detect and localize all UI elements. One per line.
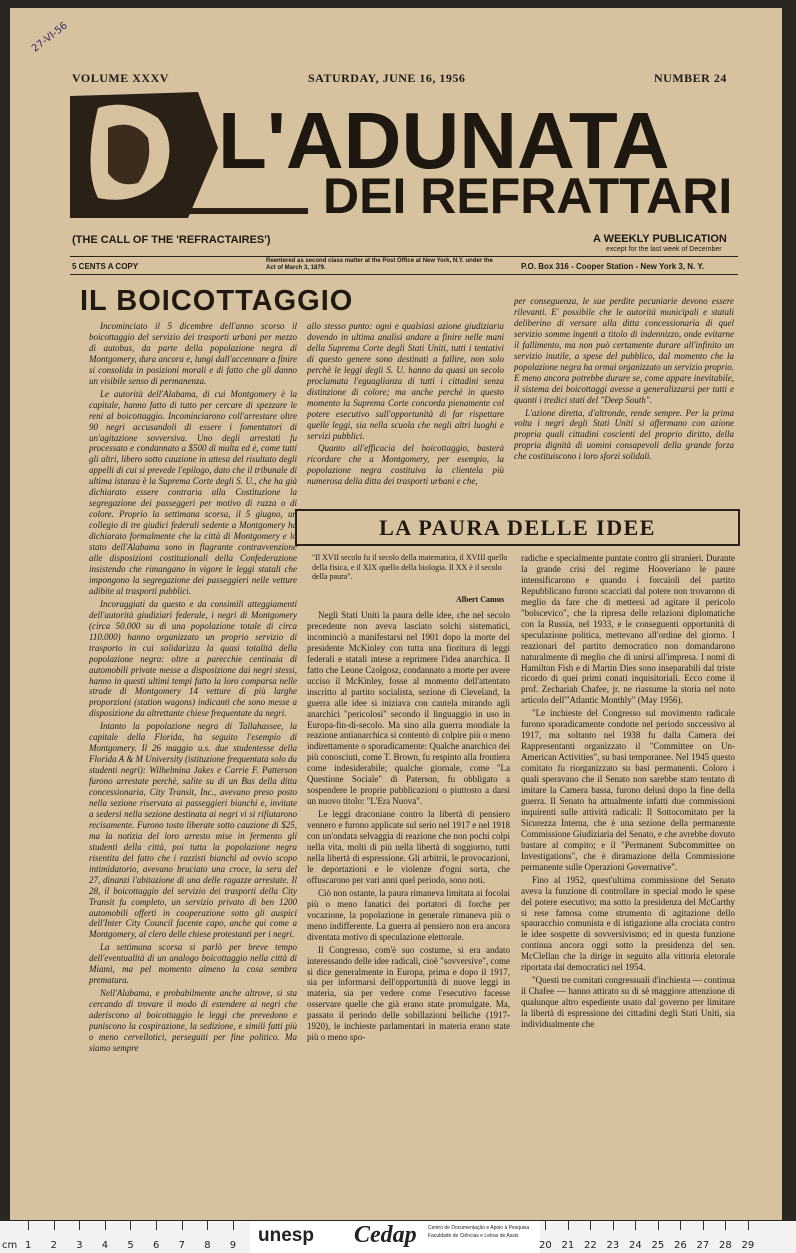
ruler-tick — [635, 1221, 636, 1230]
ruler-mark-label: 1 — [25, 1240, 32, 1251]
ruler-mark-label: 28 — [719, 1240, 732, 1251]
ruler-tick — [590, 1221, 591, 1230]
archive-logos — [250, 1221, 540, 1253]
address: P.O. Box 316 - Cooper Station - New York 3, N. Y. — [521, 262, 705, 271]
epigraph-author: Albert Camus — [456, 595, 505, 604]
ruler-tick — [613, 1221, 614, 1230]
ruler-mark-label: 27 — [696, 1240, 710, 1251]
ruler-mark-label: 5 — [127, 1240, 134, 1251]
ruler-tick — [658, 1221, 659, 1230]
ruler-mark-label: 26 — [674, 1240, 687, 1251]
ruler-tick — [156, 1221, 157, 1230]
cedap-logo: Cedap — [354, 1222, 417, 1248]
masthead-title-top: L'ADUNATA — [218, 96, 670, 185]
tagline-english: (THE CALL OF THE 'REFRACTAIRES') — [72, 234, 271, 246]
issue-date: SATURDAY, JUNE 16, 1956 — [308, 71, 466, 85]
ruler-tick — [130, 1221, 131, 1230]
ruler-tick — [545, 1221, 546, 1230]
cedap-caption: Centro de Documentação e Apoio à Pesquisa Faculdade de Ciências e Letras de Assis — [428, 1225, 530, 1239]
ruler-mark-label: 8 — [204, 1240, 211, 1251]
publication-frequency: A WEEKLY PUBLICATION — [593, 233, 727, 245]
article-title-paura: LA PAURA DELLE IDEE — [379, 514, 656, 540]
ruler-tick — [54, 1221, 55, 1230]
ruler-tick — [105, 1221, 106, 1230]
article-boicottaggio-column-1: Incominciato il 5 dicembre dell'anno scorso il boicottaggio del servizio dei trasporti urbani per mezzo di autobus, da parte della popolazione negra di Montgomery, dura ancora e, lungi dall'accennare a finire si consolida in posizioni morali e di fatto che gli danno un visibile senso di permanenza. Le autorità dell'Alabama, di cui Montgomery è la capitale, hanno fatto di tutto per cercare di spezzare le reni al boicottaggio. Incominciarono coll'arrestare oltre 90 negri accusandoli di essere i fomentatori di un'agitazione sovversiva. Uno degli arrestati fu processato e condannato a $500 di multa ed è, come tutti gli altri, libero sotto cauzione in attesa del risultato degli appelli di cui si prevede l'epilogo, dato che il tribunale di ultima istanza è la Suprema Corte degli S. U., che ha già dichiarato essere contraria alla Costituzione la segregazione dei passeggeri per motivo di razza o di colore. Proprio la settimana scorsa, il 5 giugno, un collegio di tre giudici federali sedente a Montgomery ha dichiarato formalmente che la città di Montgomery e lo stato dell'Alabama sono in flagrante contravvenzione alle disposizioni costituzionali della Confederazione insistendo che rimangano in vigore le leggi statali che impongono la segregazione dei passeggieri nelle vetture adibite al trasporti pubblici. Incoraggiati da questo e da consimili atteggiamenti dell'autorità giudiziari federale, i negri di Montgomery (circa 50.000 su di una popolazione totale di circa 110.000) hanno organizzato un proprio servizio di trasporto in cui solidarizza la quasi totalità della popolazione negra: oltre a parecchie centinaia di automobili private messe a disposizione dai negri stessi, hanno in questi ultimi tempi fatto la loro comparsa nelle strade di Montgomery 14 vetture di più larghe proporzioni (station wagons) indicanti che sono messe a disposizione da altrettante chiese frequentate da negri. Intanto la popolazione negra di Tallahassee, la capitale della Florida, ha seguito l'esempio di Montgomery. Il 26 maggio u.s. due studentesse della Florida A & M University (istituzione frequentata solo da studenti negri): Wilhelmina Jakes e Carrie F. Patterson furono arrestate perchè, salite su di un Bus della ditta concessionaria, City Transit, Inc., avevano preso posto nella sezione riservata ai passeggieri bianchi e, invitate a sedersi nella sezione destinata ai negri vi si rifiutarono recisamente. Furono tosto liberate sotto cauzione di $25, ma la notizia del loro arresto mise in fermento gli studenti della città, poi tutta la popolazione negra risentita del fatto che i razzisti bianchi ad ovvio scopo intimidatorio, avevano bruciato una croce, la sera del 27, dinanzi l'abitazione di una delle ragazze arrestate. Il 28, il boicottaggio del servizio dei trasporti della City Transit fu completo, un servizio privato di ben 1200 automobili offerti in cooperazione sotto gli auspici dell'Inter City Council facente capo, anche qui come a Montgomery, al clero delle chiese protestanti per i negri. La settimana scorsa si parlò per breve tempo dell'eventualità di un analogo boicottaggio nella città di Miami, ma pel momento almeno la cosa sembra prematura. Nell'Alabama, e probabilmente anche altrove, si sta cercando di trovare il modo di estendere ai negri che aderiscono al boicottaggio le leggi che prevedono e puniscono la cospirazione, la sedizione, e simili fatti più o meno cervellotici, perseguiti per fine politico. Ma siamo sempre — [89, 321, 297, 1053]
masthead-title-bottom: DEI REFRATTARI — [323, 168, 733, 221]
ruler-tick — [79, 1221, 80, 1230]
ruler-mark-label: 24 — [629, 1240, 642, 1251]
mail-notice: Reentered as second class matter at the Post Office at New York, N.Y. under the Act of March 3, 1879. — [266, 258, 493, 271]
ruler-tick — [680, 1221, 681, 1230]
ruler-mark-label: 4 — [101, 1240, 109, 1251]
ruler-mark-label: 22 — [584, 1240, 597, 1251]
ruler-tick — [703, 1221, 704, 1230]
ruler-mark-label: 2 — [50, 1240, 57, 1251]
issue-number: NUMBER 24 — [654, 71, 727, 85]
epigraph: "Il XVII secolo fu il secolo della matematica, il XVIII quello della fisica, e il XIX quello della biologia. Il XX è il secolo della paura". — [312, 553, 508, 581]
ruler-tick — [725, 1221, 726, 1230]
volume-label: VOLUME XXXV — [72, 71, 169, 85]
ruler-mark-label: 3 — [76, 1240, 83, 1251]
ruler-tick — [233, 1221, 234, 1230]
ruler-unit-label: cm — [2, 1240, 18, 1251]
ruler-tick — [568, 1221, 569, 1230]
ruler-tick — [748, 1221, 749, 1230]
newspaper-page — [10, 8, 782, 1220]
ruler-mark-label: 7 — [178, 1240, 185, 1251]
ruler-mark-label: 9 — [229, 1240, 237, 1251]
article-title-box — [295, 509, 740, 546]
article-title-boicottaggio: IL BOICOTTAGGIO — [80, 285, 354, 317]
ruler-mark-label: 21 — [561, 1240, 575, 1251]
article-paura-column-1: Negli Stati Uniti la paura delle idee, che nel secolo precedente non aveva lasciato solchi sistematici, incominciò a manifestarsi nel 1901 dopo la morte del presidente McKinley con tutta una fioritura di leggi federali e statali intese a reprimere l'idea anarchica. Il fatto che Leone Czolgosz, condannato a morte per avere ucciso il McKinley, fosse al momento dell'attentato inscritto al partito socialista, sezione di Cleveland, la guerra alle idee si iniziava con cautela mirando agli anarchici "pericolosi" secondo il linguaggio in uso in Europa-fin-di-secolo. Ma sino alla guerra mondiale la reazione antianarchica si contentò di colpire più o meno indirettamente o sporadicamente: Qualche anarchico dei più conosciuti, come T. Brown, fu respinto alla frontiera come indesiderabile; qualche giornale, come "La Questione Sociale" di Paterson, fu obbligato a sospendere le proprie pubblicazioni o piuttosto a darsi un nuovo titolo: "L'Era Nuova". Le leggi draconiane contro la libertà di pensiero vennero e furono applicate sul serio nel 1917 e nel 1918 con un'ondata selvaggia di reazione che non pochi colpì nella vita, molti di più nella libertà di soggiorno, tutti nella libertà di espressione. Gli arbitrii, le provocazioni, le deportazioni e le violenze d'ogni sorta, che offuscarono per vari anni quel periodo, sono noti. Ciò non ostante, la paura rimaneva limitata ai focolai più o meno fanatici dei portatori di forche per vocazione, la popolazione in generale rimaneva più o meno indifferente. La guerra al pensiero non era ancora diventata motivo di speculazione elettorale. Il Congresso, com'è suo costume, si era andato interessando delle idee radicali, cioè "sovversive", come si dice generalmente in Europa, prima e dopo il 1917, sia per informarsi dell'opportunità di nuove leggi in materia, sia per vedere come l'esecutivo facesse osservare quelle che già erano state promulgate. Ma, passato il periodo delle sobillazioni belliche (1917-1920), le inchieste parlamentari in materia erano state più o meno spo- — [307, 610, 510, 1043]
ruler-tick — [28, 1221, 29, 1230]
ruler-tick — [207, 1221, 208, 1230]
ruler-mark-label: 6 — [153, 1240, 160, 1251]
ruler-mark-label: 23 — [606, 1240, 620, 1251]
article-boicottaggio-column-2: allo stesso punto: ogni e qualsiasi azione giudiziaria dovendo in ultima analisi andare a finire nelle mani della Suprema Corte degli Stati Uniti, tutti i tentativi di questo genere sono destinati a fallire, non solo perchè le leggi degli S. U. hanno da quasi un secolo proclamata l'eguaglianza di tutti i cittadini senza distinzione di colore; ma anche perchè in questo momento la Suprema Corte concorda pienamente col potere esecutivo sull'opportunità di far rispettare quelle leggi, sia nella scuola che negli altri luoghi e servizi pubblici. Quanto all'efficacia del boicottaggio, basterà ricordare che a Montgomery, per esempio, la popolazione negra costituiva la clientela più numerosa della ditta dei trasporti urbani e che, — [307, 321, 504, 487]
masthead-logo — [68, 88, 735, 221]
ruler-mark-label: 25 — [651, 1240, 665, 1251]
article-boicottaggio-column-3: per conseguenza, le sue perdite pecuniarie devono essere rilevanti. E' possibile che le autorità municipali e statali deliberino di versare alla ditta concessionaria di quel servizio somme ingenti a titolo di indennizzo, onde evitarne il fallimento, ma non può certamente durare all'infinito un servizio inutile, a spese del pubblico, dal momento che la popolazione negra ha ormai organizzato un servizio proprio. E meno ancora potrebbe durare se, come appare inevitabile, il sistema dei boicottaggi avesse a generalizzarsi per tutti e quanti i tredici stati del "Deep South". L'azione diretta, d'altronde, rende sempre. Per la prima volta i negri degli Stati Uniti si affermano con azione propria quali cittadini coscienti del proprio diritto, della propria dignità di uomini consapevoli della grande forza che costituiscono i loro sforzi solidali. — [514, 296, 734, 462]
ruler-mark-label: 20 — [539, 1240, 552, 1251]
ruler-tick — [182, 1221, 183, 1230]
article-paura-column-2: radiche e specialmente puntate contro gli stranieri. Durante la grande crisi del regime Hooveriano le paure intensificarono e quando i forcaioli del partito Repubblicano furono scacciati dal potere non trovarono di meglio da fare che di mettersi ad agitare il pericolo "bolscevico", che la ripresa delle relazioni diplomatiche con la Russia, nel 1933, e le conseguenti opportunità di speculazione politica, mettevano all'ordine del giorno. I reazionari del partito democratico non domandarono naturalmente di meglio che di unirsi all'impresa. I nomi di Hamilton Fish e di Martin Dies sono inseparabili dal triste ricordo di quei primi conati inquisitoriali. Ecco come il prof. Zechariah Chafee, jr. ne riassume la storia nel noto articolo dell'"Atlantic Monthly" (May 1956). "Le inchieste del Congresso sul movimento radicale furono sporadicamente condotte nel periodo successivo al 1917, ma soltanto nel 1938 fu dalla Camera dei Rappresentanti organizzato il "Committee on Un-American Activities", su basi temporanee. Nel 1945 questo comitato fu riorganizzato su basi permanenti. Coloro i quali speravano che il Senato non sarebbe stato tentato di imitare la Camera bassa, furono delusi dopo la fine della guerra. Il Senato ha attualmente infatti due commissioni inquirenti sulle attività radicali: Il Sottocomitato per la Sicurezza Interna, che è una sezione della permanente Commissione Giudiziaria del Senato, e che avrebbe dovuto bastare al compito; e il "Permanent Subcommittee on Investigations", che è diramazione della Commissione permanente sulle Operazioni Governative". Fino al 1952, quest'ultima commissione del Senato aveva la funzione di controllare in special modo le spese del potere esecutivo; ma sotto la presidenza del McCarthy si rese famosa come strumento di agitazione dello spauracchio comunista e di istigazione alla crociata contro le idee sospette di sovversivismo; ed in questa funzione continua ancora oggi sotto la presidenza del sen. McClellan che la dirige in seguito alla vittoria eletorale riportata dai democratici nel 1954. "Questi tre comitati congressuali d'inchiesta — continua il Chafee — hanno attirato su di sè maggiore attenzione di qualunque altro espediente usato dal governo per limitare la libertà di espressione dei cittadini degli Stati Uniti, sia individualmente che — [521, 553, 735, 1030]
price: 5 CENTS A COPY — [72, 262, 139, 271]
unesp-logo: unesp — [258, 1225, 314, 1246]
ruler-mark-label: 29 — [741, 1240, 755, 1251]
handwritten-note: 27-VI-56 — [30, 20, 70, 55]
frequency-note: except for the last week of December — [606, 246, 722, 253]
